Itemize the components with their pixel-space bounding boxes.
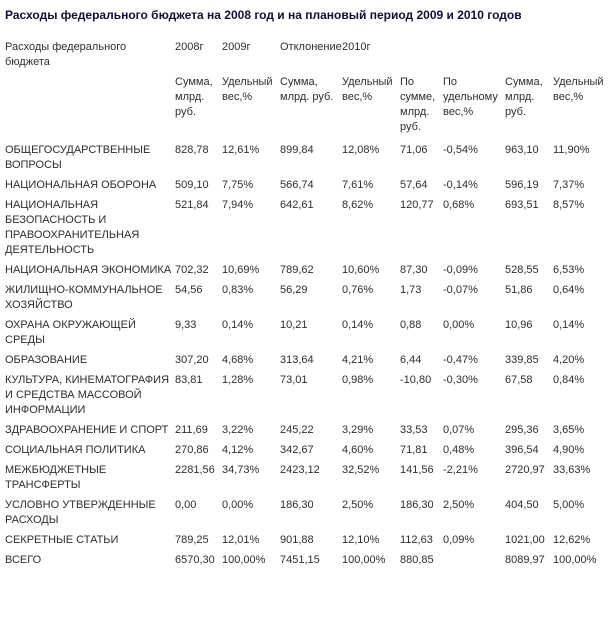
value-cell: 2720,97 xyxy=(505,464,545,476)
row-label: МЕЖБЮДЖЕТНЫЕ ТРАНСФЕРТЫ xyxy=(5,464,107,491)
value-cell: 7,61% xyxy=(342,179,374,191)
value-cell: 270,86 xyxy=(175,444,209,456)
value-cell: 313,64 xyxy=(280,354,314,366)
table-row xyxy=(5,553,611,568)
table-row xyxy=(5,178,611,193)
value-cell: 3,29% xyxy=(342,424,374,436)
page-title: Расходы федерального бюджета на 2008 год и на плановый период 2009 и 2010 годов xyxy=(5,8,522,22)
value-cell: 100,00% xyxy=(342,554,386,566)
empty-cell xyxy=(400,40,443,70)
table-row xyxy=(5,533,611,548)
table-header-measures xyxy=(5,75,611,135)
value-cell: 5,00% xyxy=(553,499,585,511)
row-label: ОХРАНА ОКРУЖАЮЩЕЙ СРЕДЫ xyxy=(5,319,136,346)
value-cell: 120,77 xyxy=(400,199,434,211)
measure-header-sum-2008: Сумма, млрд. руб. xyxy=(175,76,213,118)
value-cell: 4,68% xyxy=(222,354,254,366)
deviation-header: Отклонение xyxy=(280,41,342,53)
value-cell: 83,81 xyxy=(175,374,203,386)
value-cell: -0,14% xyxy=(443,179,478,191)
value-cell: 6570,30 xyxy=(175,554,215,566)
value-cell: -0,54% xyxy=(443,144,478,156)
value-cell: 702,32 xyxy=(175,264,209,276)
value-cell: 6,44 xyxy=(400,354,422,366)
value-cell: -0,47% xyxy=(443,354,478,366)
year-header-2008: 2008г xyxy=(175,41,204,53)
value-cell: 509,10 xyxy=(175,179,209,191)
row-label: СЕКРЕТНЫЕ СТАТЬИ xyxy=(5,534,119,546)
value-cell: 342,67 xyxy=(280,444,314,456)
table-row xyxy=(5,423,611,438)
row-label: НАЦИОНАЛЬНАЯ ЭКОНОМИКА xyxy=(5,264,172,276)
value-cell: 4,21% xyxy=(342,354,374,366)
value-cell: 12,08% xyxy=(342,144,380,156)
value-cell: 71,81 xyxy=(400,444,428,456)
table-body xyxy=(5,143,611,568)
value-cell: 0,14% xyxy=(342,319,374,331)
table-row xyxy=(5,318,611,348)
row-label: ОБРАЗОВАНИЕ xyxy=(5,354,88,366)
value-cell: 112,63 xyxy=(400,534,433,546)
value-cell: 963,10 xyxy=(505,144,539,156)
value-cell: 0,07% xyxy=(443,424,475,436)
budget-table xyxy=(5,40,611,568)
value-cell: 33,63% xyxy=(553,464,591,476)
value-cell: 8089,97 xyxy=(505,554,545,566)
value-cell: 4,60% xyxy=(342,444,374,456)
value-cell: 0,76% xyxy=(342,284,374,296)
measure-header-share-2009: Удельный вес,% xyxy=(342,76,393,103)
value-cell: 0,84% xyxy=(553,374,585,386)
value-cell: 295,36 xyxy=(505,424,539,436)
value-cell: 211,69 xyxy=(175,424,208,436)
measure-header-share-2010: Удельный вес,% xyxy=(553,76,604,103)
value-cell: 32,52% xyxy=(342,464,380,476)
value-cell: 0,09% xyxy=(443,534,475,546)
value-cell: 1,28% xyxy=(222,374,254,386)
value-cell: 4,12% xyxy=(222,444,254,456)
value-cell xyxy=(443,553,505,568)
value-cell: 73,01 xyxy=(280,374,308,386)
value-cell: 899,84 xyxy=(280,144,314,156)
table-row xyxy=(5,198,611,258)
value-cell: 186,30 xyxy=(280,499,314,511)
value-cell: 521,84 xyxy=(175,199,209,211)
year-header-2010: 2010г xyxy=(342,41,371,53)
value-cell: 12,10% xyxy=(342,534,380,546)
value-cell: 10,96 xyxy=(505,319,533,331)
value-cell: 0,83% xyxy=(222,284,254,296)
value-cell: 0,00% xyxy=(443,319,475,331)
value-cell: 12,61% xyxy=(222,144,260,156)
empty-cell xyxy=(505,40,553,70)
value-cell: 8,57% xyxy=(553,199,585,211)
value-cell: 54,56 xyxy=(175,284,203,296)
table-row xyxy=(5,283,611,313)
measure-header-sum-2010: Сумма, млрд. руб. xyxy=(505,76,543,118)
value-cell: 4,20% xyxy=(553,354,585,366)
value-cell: 2423,12 xyxy=(280,464,320,476)
row-label: КУЛЬТУРА, КИНЕМАТОГРАФИЯ И СРЕДСТВА МАССОВОЙ ИНФОРМАЦИИ xyxy=(5,374,170,416)
measure-header-share-2008: Удельный вес,% xyxy=(222,76,273,103)
value-cell: 528,55 xyxy=(505,264,539,276)
row-label: ВСЕГО xyxy=(5,554,42,566)
value-cell: 693,51 xyxy=(505,199,539,211)
row-label: НАЦИОНАЛЬНАЯ ОБОРОНА xyxy=(5,179,157,191)
measure-header-deviation-share: По удельному вес,% xyxy=(443,76,498,118)
value-cell: 12,01% xyxy=(222,534,260,546)
corner-label: Расходы федерального бюджета xyxy=(5,41,127,68)
value-cell: 6,53% xyxy=(553,264,585,276)
value-cell: 0,00% xyxy=(222,499,254,511)
value-cell: 57,64 xyxy=(400,179,428,191)
row-label: ЖИЛИЩНО-КОММУНАЛЬНОЕ ХОЗЯЙСТВО xyxy=(5,284,163,311)
value-cell: 4,90% xyxy=(553,444,585,456)
value-cell: -0,30% xyxy=(443,374,478,386)
row-label: НАЦИОНАЛЬНАЯ БЕЗОПАСНОСТЬ И ПРАВООХРАНИТЕЛЬНАЯ ДЕЯТЕЛЬНОСТЬ xyxy=(5,199,140,256)
value-cell: 566,74 xyxy=(280,179,314,191)
value-cell: 186,30 xyxy=(400,499,434,511)
value-cell: 901,88 xyxy=(280,534,314,546)
value-cell: 596,19 xyxy=(505,179,539,191)
value-cell: -0,07% xyxy=(443,284,478,296)
value-cell: 789,62 xyxy=(280,264,314,276)
empty-cell xyxy=(5,75,175,135)
table-row xyxy=(5,463,611,493)
table-row xyxy=(5,498,611,528)
row-label: СОЦИАЛЬНАЯ ПОЛИТИКА xyxy=(5,444,146,456)
value-cell: 34,73% xyxy=(222,464,260,476)
table-header-years xyxy=(5,40,611,70)
value-cell: 100,00% xyxy=(222,554,266,566)
table-row xyxy=(5,353,611,368)
value-cell: -10,80 xyxy=(400,374,432,386)
value-cell: 0,68% xyxy=(443,199,475,211)
value-cell: 789,25 xyxy=(175,534,209,546)
value-cell: 396,54 xyxy=(505,444,539,456)
value-cell: 307,20 xyxy=(175,354,209,366)
value-cell: 7,37% xyxy=(553,179,585,191)
value-cell: 3,65% xyxy=(553,424,585,436)
value-cell: 3,22% xyxy=(222,424,254,436)
value-cell: 56,29 xyxy=(280,284,308,296)
value-cell: 9,33 xyxy=(175,319,197,331)
value-cell: 10,69% xyxy=(222,264,260,276)
value-cell: 7,94% xyxy=(222,199,254,211)
value-cell: 10,21 xyxy=(280,319,308,331)
value-cell: -2,21% xyxy=(443,464,478,476)
value-cell: 0,00 xyxy=(175,499,197,511)
table-row xyxy=(5,373,611,418)
value-cell: 880,85 xyxy=(400,554,434,566)
table-row xyxy=(5,143,611,173)
value-cell: 0,14% xyxy=(553,319,585,331)
table-row xyxy=(5,443,611,458)
row-label: ОБЩЕГОСУДАРСТВЕННЫЕ ВОПРОСЫ xyxy=(5,144,151,171)
value-cell: 8,62% xyxy=(342,199,374,211)
row-label: ЗДРАВООХРАНЕНИЕ И СПОРТ xyxy=(5,424,169,436)
value-cell: 33,53 xyxy=(400,424,428,436)
empty-cell xyxy=(553,40,611,70)
value-cell: 87,30 xyxy=(400,264,428,276)
measure-header-sum-2009: Сумма, млрд. руб. xyxy=(280,76,334,103)
row-label: УСЛОВНО УТВЕРЖДЕННЫЕ РАСХОДЫ xyxy=(5,499,156,526)
value-cell: 7,75% xyxy=(222,179,254,191)
value-cell: 245,22 xyxy=(280,424,314,436)
year-header-2009: 2009г xyxy=(222,41,251,53)
value-cell: 67,58 xyxy=(505,374,533,386)
value-cell: 10,60% xyxy=(342,264,380,276)
table-row xyxy=(5,263,611,278)
value-cell: 2,50% xyxy=(342,499,374,511)
value-cell: 12,62% xyxy=(553,534,591,546)
value-cell: 100,00% xyxy=(553,554,597,566)
value-cell: 339,85 xyxy=(505,354,539,366)
value-cell: 0,48% xyxy=(443,444,475,456)
value-cell: 828,78 xyxy=(175,144,209,156)
value-cell: 141,56 xyxy=(400,464,434,476)
measure-header-deviation-sum: По сумме, млрд. руб. xyxy=(400,76,436,133)
value-cell: 71,06 xyxy=(400,144,428,156)
value-cell: -0,09% xyxy=(443,264,478,276)
value-cell: 0,98% xyxy=(342,374,374,386)
value-cell: 2,50% xyxy=(443,499,475,511)
value-cell: 0,14% xyxy=(222,319,254,331)
value-cell: 404,50 xyxy=(505,499,539,511)
value-cell: 2281,56 xyxy=(175,464,215,476)
value-cell: 0,88 xyxy=(400,319,422,331)
value-cell: 51,86 xyxy=(505,284,533,296)
value-cell: 0,64% xyxy=(553,284,585,296)
empty-cell xyxy=(443,40,505,70)
value-cell: 7451,15 xyxy=(280,554,320,566)
value-cell: 11,90% xyxy=(553,144,590,156)
value-cell: 1,73 xyxy=(400,284,422,296)
value-cell: 642,61 xyxy=(280,199,314,211)
value-cell: 1021,00 xyxy=(505,534,545,546)
